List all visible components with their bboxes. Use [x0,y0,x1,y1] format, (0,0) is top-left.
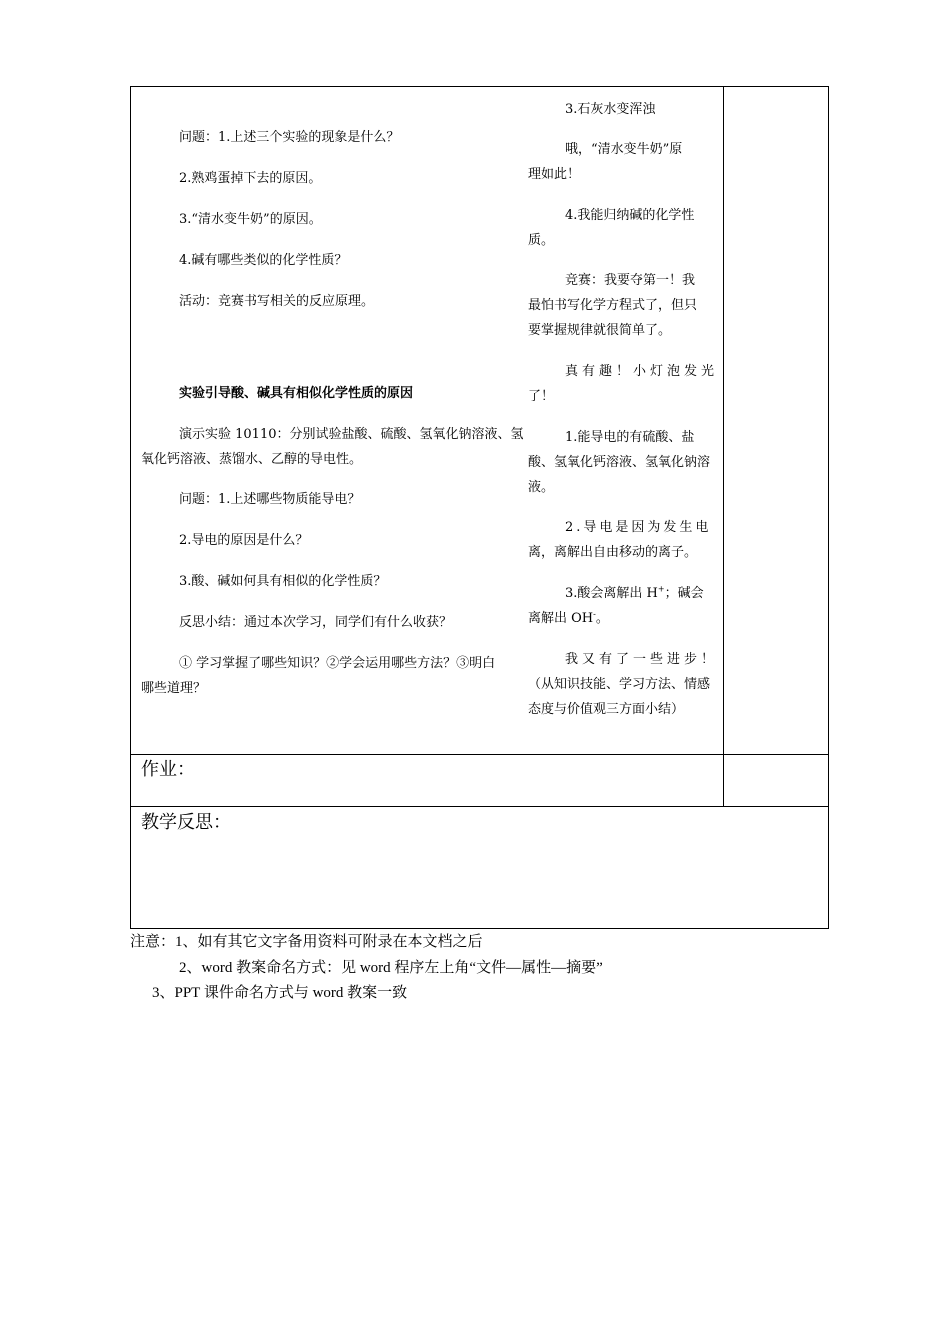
conduct-answer1-line2: 酸、氢氧化钙溶液、氢氧化钠溶 [528,455,711,470]
note-line2: 2、word 教案命名方式：见 word 程序左上角“文件—属性—摘要” [179,960,603,976]
table-border-right [828,86,829,929]
contest-line3: 要掌握规律就很简单了。 [528,323,672,338]
ion-answer-line1-b: ；碱会 [664,586,704,601]
activity-text: 活动：竞赛书写相关的反应原理。 [179,294,375,309]
conduct-answer1-line1: 1.能导电的有硫酸、盐 [565,430,695,445]
note-line1: 注意：1、如有其它文字备用资料可附录在本文档之后 [130,934,483,950]
row-divider-homework [130,754,829,755]
column-divider [723,86,724,806]
conduct-answer1-line3: 液。 [528,480,555,495]
table-border-top [130,86,829,87]
answer-base-line1: 4.我能归纳碱的化学性 [565,208,695,223]
bulb-line2: 了！ [528,389,555,404]
ion-answer-line2 [528,610,609,628]
answer-milk-line2: 理如此！ [528,167,581,182]
bulb-line1: 真有趣！小灯泡发光 [565,364,719,379]
answer-limewater: 3.石灰水变浑浊 [565,102,656,117]
hydrogen-ion-charge: + [657,584,665,594]
progress-line2: （从知识技能、学习方法、情感 [528,677,711,692]
section-heading: 实验引导酸、碱具有相似化学性质的原因 [179,386,414,401]
answer-base-line2: 质。 [528,233,555,248]
row-divider-reflection [130,806,829,807]
table-border-bottom [130,928,829,929]
question-base-properties: 4.碱有哪些类似的化学性质？ [179,253,348,268]
hydroxide-ion-charge: - [593,609,596,619]
progress-line3: 态度与价值观三方面小结） [528,702,685,717]
reflection-questions-line1: ① 学习掌握了哪些知识？②学会运用哪些方法？③明白 [179,656,496,671]
question-intro: 问题：1.上述三个实验的现象是什么？ [179,130,400,145]
answer-milk-line1: 哦，“清水变牛奶”原 [565,142,683,157]
reflection-summary: 反思小结：通过本次学习，同学们有什么收获？ [179,615,453,630]
demo-experiment-line2: 氧化钙溶液、蒸馏水、乙醇的导电性。 [141,452,363,467]
contest-line1: 竞赛：我要夺第一！我 [565,273,696,288]
question-similar-properties: 3.酸、碱如何具有相似的化学性质？ [179,574,387,589]
conduct-answer2-line1: 2.导电是因为发生电 [565,520,712,535]
table-border-left [130,86,131,929]
question-egg: 2.熟鸡蛋掉下去的原因。 [179,171,322,186]
ion-answer-line2-b: 。 [595,611,609,626]
reflection-questions-line2: 哪些道理？ [141,681,207,696]
teaching-reflection-label: 教学反思： [141,812,231,833]
ion-answer-line1 [565,585,704,603]
question-milk: 3.“清水变牛奶”的原因。 [179,212,322,227]
contest-line2: 最怕书写化学方程式了，但只 [528,298,698,313]
demo-experiment-line1: 演示实验 10110：分别试验盐酸、硫酸、氢氧化钠溶液、氢 [179,427,524,442]
question-conductivity: 问题：1.上述哪些物质能导电？ [179,492,361,507]
note-line3: 3、PPT 课件命名方式与 word 教案一致 [152,985,408,1001]
question-conduct-reason: 2.导电的原因是什么？ [179,533,309,548]
homework-label: 作业： [141,759,195,780]
ion-answer-line2-a: 离解出 OH [528,611,594,626]
conduct-answer2-line2: 离，离解出自由移动的离子。 [528,545,698,560]
progress-line1: 我又有了一些进步！ [565,652,719,667]
ion-answer-line1-a: 3.酸会离解出 H [565,586,658,601]
